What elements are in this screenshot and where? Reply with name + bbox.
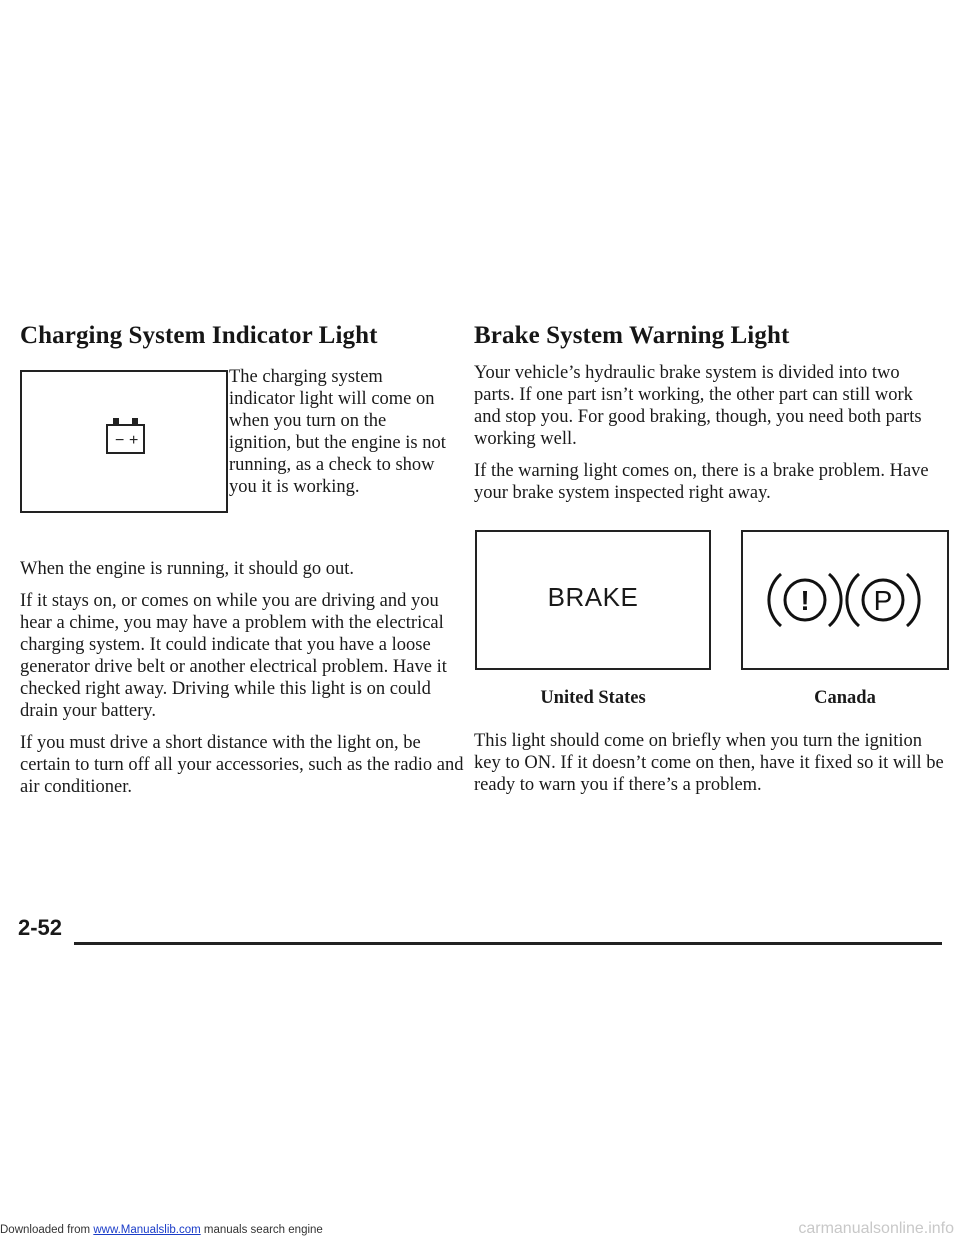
- brake-warning-icon: [743, 552, 947, 648]
- download-prefix: Downloaded from: [0, 1224, 94, 1236]
- download-header: [0, 1224, 323, 1236]
- canada-brake-indicator: [741, 530, 949, 670]
- charging-section: [20, 322, 470, 808]
- page-footer: [0, 915, 960, 955]
- brake-section: [474, 322, 944, 806]
- canada-caption: Canada: [814, 688, 876, 708]
- battery-indicator-box: [20, 370, 228, 513]
- charging-heading: Charging System Indicator Light: [20, 322, 378, 349]
- brake-paragraph-2: If the warning light comes on, there is a brake problem. Have your brake system inspected right away.: [474, 461, 929, 503]
- battery-plus-symbol: +: [129, 432, 139, 449]
- download-suffix: manuals search engine: [200, 1224, 323, 1236]
- battery-icon: [105, 418, 145, 458]
- charging-paragraph-2: If it stays on, or comes on while you are driving and you hear a chime, you may have a problem with the electrical charging system. It could indicate that you have a loose generator drive belt or another electrical problem. Have it checked right away. Driving while this light is on could drain your battery.: [20, 591, 447, 721]
- brake-heading: Brake System Warning Light: [474, 322, 790, 349]
- brake-word: BRAKE: [547, 582, 639, 612]
- exclamation-symbol: !: [800, 585, 810, 616]
- brake-indicators: [474, 530, 944, 730]
- charging-intro-text: The charging system indicator light will come on when you turn on the ignition, but the engine is not running, as a check to show you it is working.: [229, 367, 446, 497]
- brake-paragraph-3: This light should come on briefly when you turn the ignition key to ON. If it doesn’t come on then, have it fixed so it will be ready to warn you if there’s a problem.: [474, 731, 944, 795]
- charging-intro: [20, 366, 470, 546]
- brake-paragraph-1: Your vehicle’s hydraulic brake system is divided into two parts. If one part isn’t working, the other part can still work and stop you. For good braking, though, you need both parts working well.: [474, 363, 922, 449]
- manualslib-link[interactable]: www.Manualslib.com: [93, 1224, 201, 1236]
- battery-minus-symbol: −: [115, 432, 125, 449]
- charging-paragraph-1: When the engine is running, it should go out.: [20, 559, 354, 579]
- park-symbol: P: [873, 585, 893, 616]
- us-brake-indicator: [475, 530, 711, 670]
- charging-paragraph-3: If you must drive a short distance with the light on, be certain to turn off all your accessories, such as the radio and air conditioner.: [20, 733, 464, 797]
- page-number: 2-52: [18, 915, 63, 940]
- us-caption: United States: [540, 688, 646, 708]
- watermark: carmanualsonline.info: [798, 1220, 954, 1237]
- footer-rule: [74, 942, 942, 945]
